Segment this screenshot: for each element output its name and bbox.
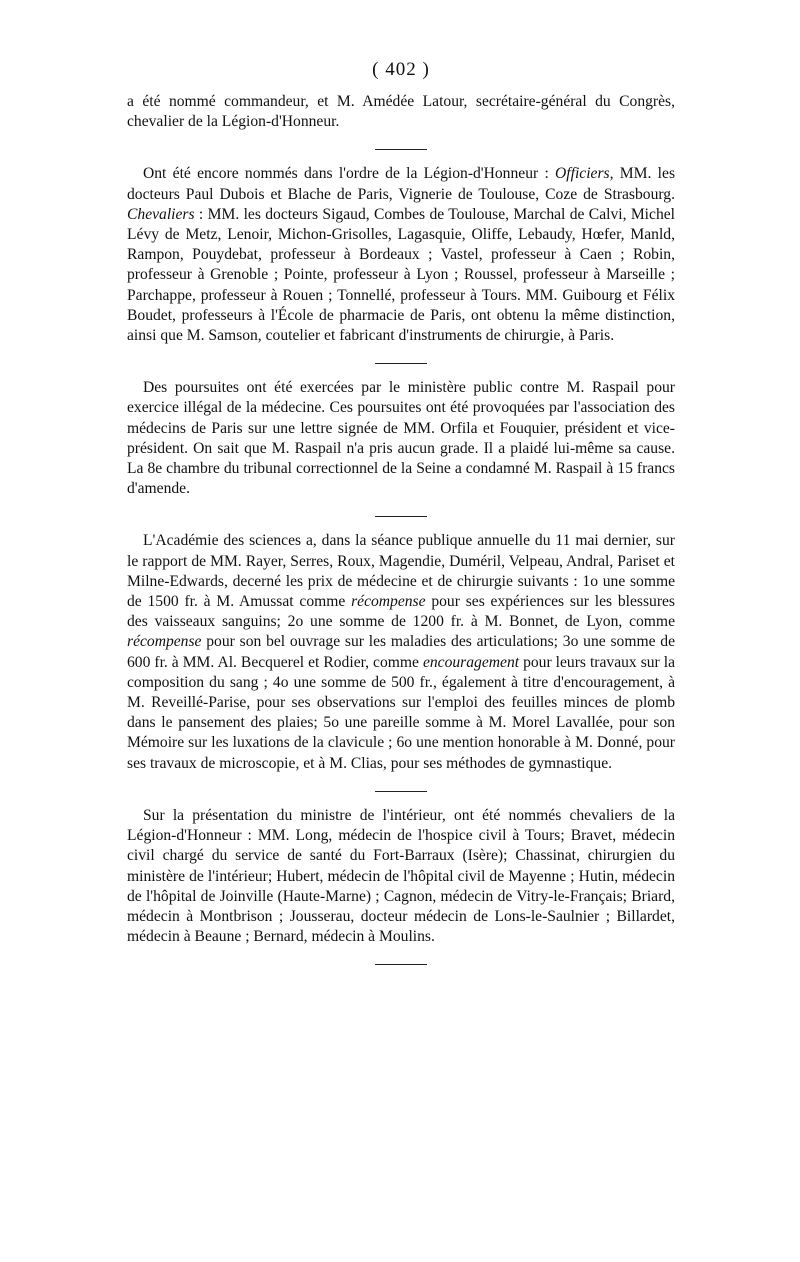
paragraph-text: : MM. les docteurs Sigaud, Combes de Toulouse, Marchal de Calvi, Michel Lévy de Metz, Lenoir, Michon-Grisolles, Lagasquie, Oliffe, Lebaudy, Hœfer, Manld, Rampon, Pouydebat, professeur à Bordeaux ; Vastel, professeur à Caen ; Robin, professeur à Grenoble ; Pointe, professeur à Lyon ; Roussel, professeur à Marseille ; Parchappe, professeur à Rouen ; Tonnellé, professeur à Tours. MM. Guibourg et Félix Boudet, professeurs à l'École de pharmacie de Paris, ont obtenu la même distinction, ainsi que M. Samson, coutelier et fabricant d'instruments de chirurgie, à Paris. <box>127 205 675 345</box>
paragraph-text: L'Académie des sciences a, dans la séance publique annuelle du 11 mai dernier, sur le rapport de MM. Rayer, Serres, Roux, Magendie, Duméril, Velpeau, Andral, Pariset et Milne-Edwards, decerné les prix de médecine et de chirurgie suivants : 1o une somme de 1500 fr. à M. Amussat comme <box>127 532 675 611</box>
italic-chevaliers: Chevaliers <box>127 205 195 223</box>
paragraph-text: pour leurs travaux sur la composition du sang ; 4o une somme de 500 fr., également à titre d'encouragement, à M. Reveillé-Parise, pour ses observations sur l'emploi des feuilles minces de plomb dans le pansement des plaies; 5o une pareille somme à M. Morel Lavallée, pour son Mémoire sur les luxations de la clavicule ; 6o une mention honorable à M. Donné, pour ses travaux de microscopie, et à M. Clias, pour ses méthodes de gymnastique. <box>127 653 675 772</box>
paragraph-raspail <box>127 378 675 499</box>
paragraph-text: pour son bel ouvrage sur les maladies des articulations; 3o une somme de 600 fr. à MM. Al. Becquerel et Rodier, comme <box>127 633 675 671</box>
paragraph-latour <box>127 92 675 132</box>
paragraph-academie-prix <box>127 531 675 773</box>
section-divider <box>375 516 427 517</box>
italic-officiers: Officiers, <box>555 165 614 183</box>
paragraph-text: a été nommé commandeur, et M. Amédée Latour, secrétaire-général du Congrès, chevalier de la Légion-d'Honneur. <box>127 93 675 131</box>
paragraph-text: Ont été encore nommés dans l'ordre de la Légion-d'Honneur : <box>143 165 556 183</box>
paragraph-text: MM. les docteurs Paul Dubois et Blache de Paris, Vignerie de Toulouse, Coze de Strasbourg. <box>127 165 676 203</box>
document-page <box>127 58 675 979</box>
section-divider <box>375 964 427 965</box>
paragraph-legion-honneur-promotions <box>127 164 675 346</box>
paragraph-text: Sur la présentation du ministre de l'intérieur, ont été nommés chevaliers de la Légion-d'Honneur : MM. Long, médecin de l'hospice civil à Tours; Bravet, médecin civil chargé du service de santé du Fort-Barraux (Isère); Chassinat, chirurgien du ministère de l'intérieur; Hubert, médecin de l'hôpital civil de Mayenne ; Hutin, médecin de l'hôpital de Joinville (Haute-Marne) ; Cagnon, médecin de Vitry-le-Français; Briard, médecin à Montbrison ; Jousserau, docteur médecin de Lons-le-Saulnier ; Billardet, médecin à Beaune ; Bernard, médecin à Moulins. <box>127 806 675 946</box>
paragraph-text: Des poursuites ont été exercées par le ministère public contre M. Raspail pour exercice illégal de la médecine. Ces poursuites ont été provoquées par l'association des médecins de Paris sur une lettre signée de MM. Orfila et Fouquier, président et vice-président. On sait que M. Raspail n'a pris aucun grade. Il a plaidé lui-même sa cause. La 8e chambre du tribunal correctionnel de la Seine a condamné M. Raspail à 15 francs d'amende. <box>127 379 675 498</box>
section-divider <box>375 791 427 792</box>
paragraph-text: pour ses expériences sur les blessures des vaisseaux sanguins; 2o une somme de 1200 fr. à M. Bonnet, de Lyon, comme <box>127 593 676 631</box>
italic-encouragement: encouragement <box>422 653 520 671</box>
page-number: ( 402 ) <box>372 59 430 80</box>
section-divider <box>375 363 427 364</box>
section-divider <box>375 149 427 150</box>
paragraph-chevaliers-interieur <box>127 806 675 947</box>
italic-recompense: récompense <box>127 633 202 651</box>
italic-recompense: récompense <box>351 593 426 611</box>
